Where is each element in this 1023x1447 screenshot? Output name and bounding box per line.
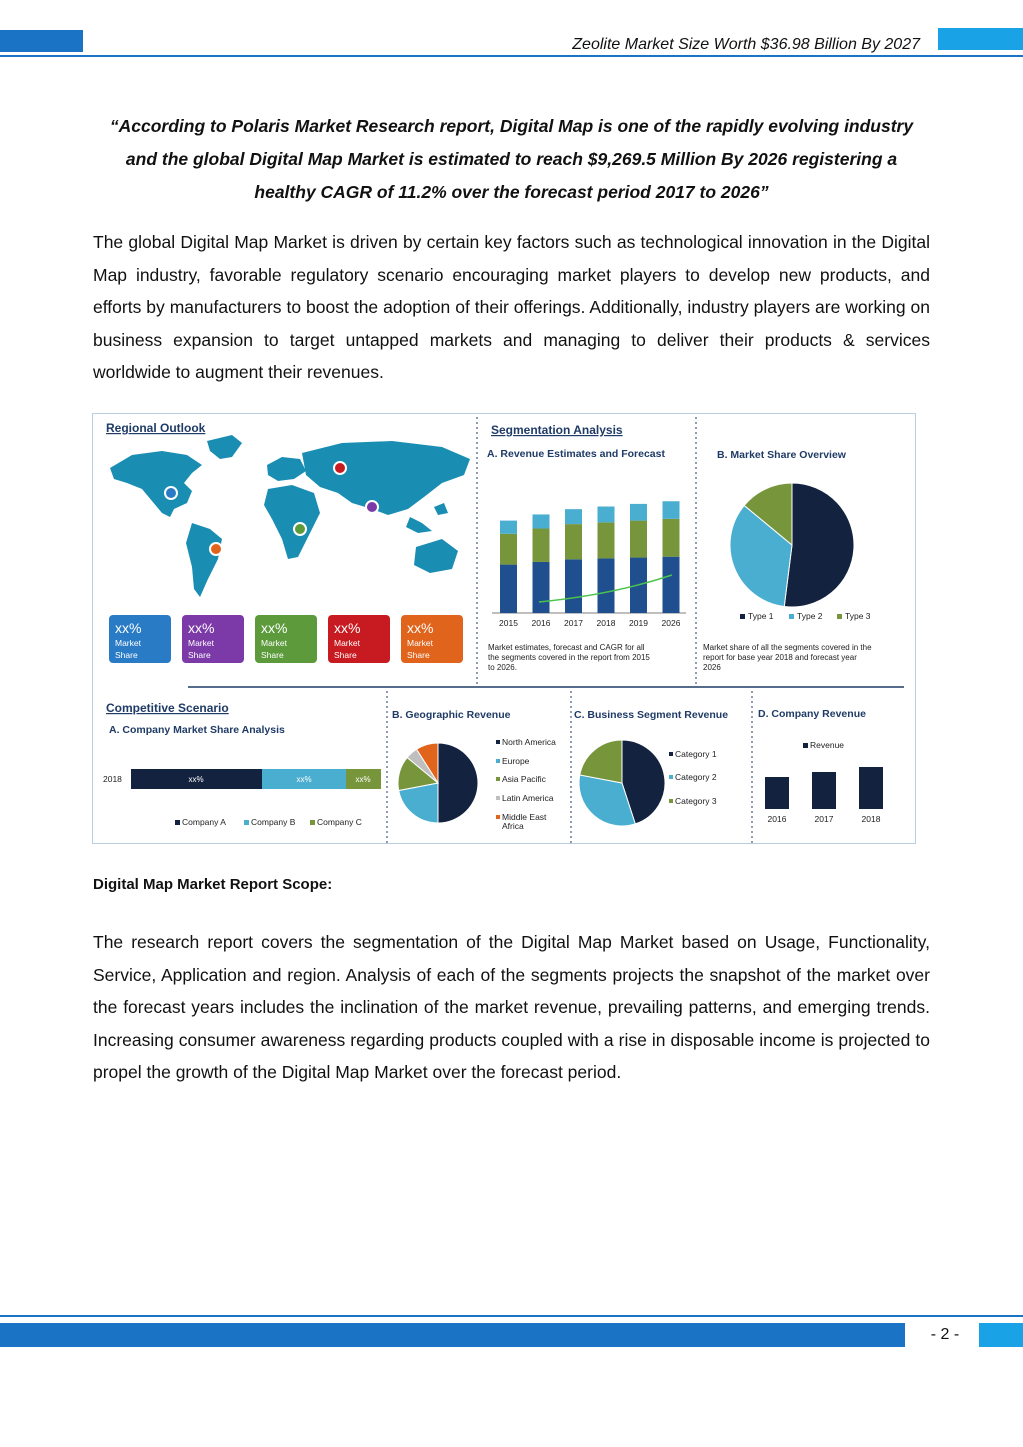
- company-c-label: xx%: [355, 775, 371, 784]
- footer-accent-bar-left: [0, 1323, 905, 1347]
- revenue-x-label: 2015: [499, 618, 518, 628]
- region-card-label: Market: [334, 638, 360, 648]
- revenue-bar-segment: [500, 521, 517, 534]
- competitive-title: Competitive Scenario: [106, 701, 229, 715]
- header-accent-bar-left: [0, 30, 83, 52]
- geo-legend-af: Africa: [502, 821, 524, 831]
- pin-north-america: [165, 487, 177, 499]
- infographic: [92, 413, 916, 844]
- pin-south-america: [210, 543, 222, 555]
- share-caption-line2: report for base year 2018 and forecast year: [703, 653, 857, 662]
- revenue-bar-segment: [663, 519, 680, 557]
- revenue-caption-line2: the segments covered in the report from 2015: [488, 653, 650, 662]
- company-revenue-x-label: 2016: [767, 814, 787, 824]
- revenue-bar-segment: [565, 559, 582, 613]
- revenue-bar-segment: [533, 562, 550, 613]
- revenue-bar-segment: [598, 507, 615, 523]
- revenue-x-label: 2016: [531, 618, 551, 628]
- revenue-bar-segment: [533, 514, 550, 528]
- legend-type3: Type 3: [845, 611, 871, 621]
- region-card-label: Share: [334, 650, 357, 660]
- revenue-bar-segment: [565, 509, 582, 524]
- business-legend-3: Category 3: [675, 796, 717, 806]
- regional-outlook-title: Regional Outlook: [106, 421, 206, 435]
- company-revenue-bar: [812, 772, 836, 809]
- region-card-label: Market: [115, 638, 141, 648]
- revenue-caption-line1: Market estimates, forecast and CAGR for all: [488, 643, 645, 652]
- revenue-bar-segment: [565, 524, 582, 559]
- revenue-bar-segment: [630, 521, 647, 558]
- paragraph-intro: The global Digital Map Market is driven by certain key factors such as technological innovation in the Digital Map industry, favorable regulatory scenario encouraging market players to develop new products, and efforts by manufacturers to boost the adoption of their offerings. Additionally, industry players are working on business expansion to target untapped markets and managing to deliver their products & services worldwide to augment their revenues.: [93, 232, 930, 382]
- header-title: Zeolite Market Size Worth $36.98 Billion By 2027: [572, 36, 920, 53]
- page-number: - 2 -: [930, 1326, 960, 1343]
- footer-rule: [0, 1315, 1023, 1317]
- market-share-legend: [740, 611, 871, 621]
- revenue-x-label: 2017: [564, 618, 583, 628]
- legend-type2: Type 2: [797, 611, 823, 621]
- business-pie: [579, 740, 665, 826]
- region-card-value: xx%: [115, 620, 142, 636]
- revenue-caption-line3: to 2026.: [488, 663, 517, 672]
- pin-africa: [294, 523, 306, 535]
- geo-pie: [398, 743, 478, 823]
- business-legend: [669, 749, 717, 806]
- business-legend-1: Category 1: [675, 749, 717, 759]
- segmentation-title: Segmentation Analysis: [491, 423, 623, 437]
- revenue-x-label: 2019: [629, 618, 648, 628]
- region-card-value: xx%: [188, 620, 215, 636]
- share-caption-line3: 2026: [703, 663, 721, 672]
- revenue-bar-segment: [598, 522, 615, 558]
- geo-title: B. Geographic Revenue: [392, 709, 511, 721]
- market-share-pie: [730, 483, 854, 607]
- company-b-label: xx%: [296, 775, 312, 784]
- legend-type1: Type 1: [748, 611, 774, 621]
- company-revenue-title: D. Company Revenue: [758, 708, 866, 720]
- revenue-bar-segment: [500, 565, 517, 613]
- region-card-label: Share: [261, 650, 284, 660]
- revenue-bar-segment: [630, 504, 647, 521]
- quote-block: “According to Polaris Market Research report, Digital Map is one of the rapidly evolving industry and the global Digital Map Market is estimated to reach $9,269.5 Million By 2026 registering a healthy CAGR of 11.2% over the forecast period 2017 to 2026”: [109, 116, 914, 202]
- legend-company-c: Company C: [317, 817, 362, 827]
- geo-legend-eu: Europe: [502, 756, 530, 766]
- market-share-title: B. Market Share Overview: [717, 449, 846, 461]
- company-revenue-x-label: 2017: [814, 814, 834, 824]
- pin-europe: [334, 462, 346, 474]
- region-card-label: Share: [407, 650, 430, 660]
- revenue-bar-segment: [663, 557, 680, 613]
- header-accent-bar-right: [938, 28, 1023, 50]
- competitive-year: 2018: [103, 774, 122, 784]
- revenue-bar-segment: [533, 529, 550, 562]
- geo-legend-me: Middle East: [502, 812, 547, 822]
- geo-legend-na: North America: [502, 737, 556, 747]
- company-revenue-legend: Revenue: [810, 740, 845, 750]
- region-card-label: Share: [115, 650, 138, 660]
- revenue-bar-segment: [500, 534, 517, 565]
- region-cards: [109, 615, 463, 663]
- region-card-value: xx%: [334, 620, 361, 636]
- competitive-subtitle: A. Company Market Share Analysis: [109, 724, 285, 736]
- infographic-svg: [92, 413, 916, 844]
- region-card-value: xx%: [407, 620, 434, 636]
- region-card-value: xx%: [261, 620, 288, 636]
- company-a-label: xx%: [188, 775, 204, 784]
- legend-company-a: Company A: [182, 817, 226, 827]
- footer-accent-bar-right: [979, 1323, 1023, 1347]
- region-card-label: Market: [188, 638, 214, 648]
- region-card-label: Market: [261, 638, 287, 648]
- revenue-bar-segment: [598, 558, 615, 613]
- paragraph-scope: The research report covers the segmentation of the Digital Map Market based on Usage, Functionality, Service, Application and region. Analysis of each of the segments projects the snapshot of the market over the forecast years includes the inclination of the market revenue, prevailing patterns, and emerging trends. Increasing consumer awareness regarding products coupled with a rise in disposable income is projected to propel the growth of the Digital Map Market over the forecast period.: [93, 932, 930, 1082]
- company-revenue-bar: [859, 767, 883, 809]
- revenue-x-label: 2018: [596, 618, 616, 628]
- share-caption-line1: Market share of all the segments covered in the: [703, 643, 872, 652]
- legend-company-b: Company B: [251, 817, 296, 827]
- company-revenue-x-label: 2018: [861, 814, 881, 824]
- geo-legend-la: Latin America: [502, 793, 554, 803]
- revenue-x-label: 2026: [661, 618, 681, 628]
- revenue-bar-segment: [663, 501, 680, 519]
- region-card-label: Share: [188, 650, 211, 660]
- revenue-estimates-title: A. Revenue Estimates and Forecast: [487, 448, 665, 460]
- pin-asia: [366, 501, 378, 513]
- business-title: C. Business Segment Revenue: [574, 709, 729, 721]
- company-revenue-bar: [765, 777, 789, 809]
- business-legend-2: Category 2: [675, 772, 717, 782]
- geo-legend-ap: Asia Pacific: [502, 774, 546, 784]
- header-rule: [0, 55, 1023, 57]
- region-card-label: Market: [407, 638, 433, 648]
- section-title: Digital Map Market Report Scope:: [93, 876, 333, 893]
